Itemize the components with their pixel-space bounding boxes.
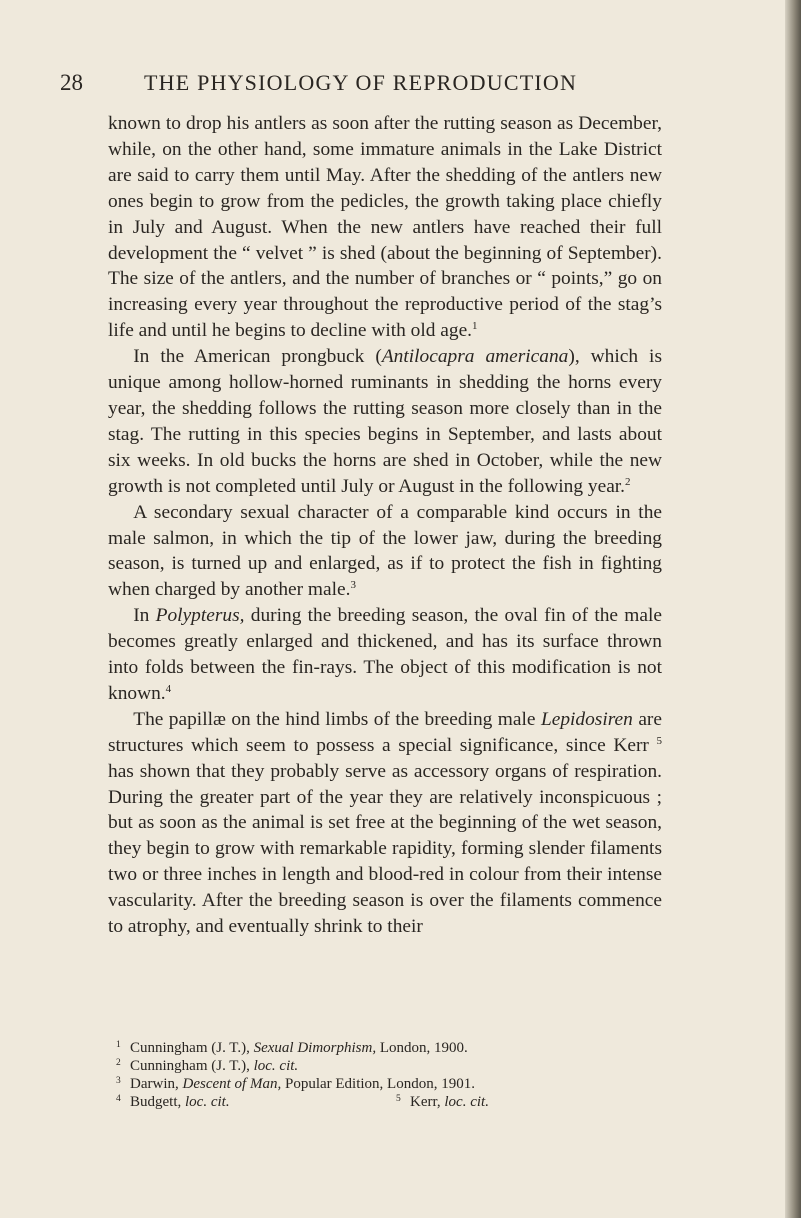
footnote-row-4-5 bbox=[116, 1093, 662, 1111]
footnote-4: 4 Budgett, loc. cit. bbox=[116, 1094, 230, 1110]
paragraph-antlers: known to drop his antlers as soon after the rutting season as December, while, on the other hand, some immature animals in the Lake District are said to carry them until May. After the shedding of the antlers new ones begin to grow from the pedicles, the growth taking place chiefly in July and August. When the new antlers have reached their full development the “ velvet ” is shed (about the beginning of September). The size of the antlers, and the number of branches or “ points,” go on increasing every year throughout the reproductive period of the stag’s life and until he begins to decline with old age.$^1$ bbox=[108, 113, 662, 342]
page-number: 28 bbox=[60, 70, 83, 95]
paragraph-salmon: A secondary sexual character of a comparable kind occurs in the male salmon, in which the tip of the lower jaw, during the breeding season, is turned up and enlarged, as if to protect the fish in fighting when charged by another male.$^3$ bbox=[108, 501, 662, 601]
footnote-ref-5: 5 bbox=[656, 734, 662, 747]
footnote-ref-1: 1 bbox=[472, 320, 478, 333]
footnote-ref-4: 4 bbox=[165, 682, 172, 695]
page-edge-shadow bbox=[785, 0, 801, 1218]
footnote-3: 3 Darwin, Descent of Man, Popular Edition, London, 1901. bbox=[116, 1076, 475, 1092]
body-text bbox=[108, 111, 662, 940]
footnote-5: 5 Kerr, loc. cit. bbox=[396, 1094, 489, 1110]
footnotes bbox=[116, 1039, 662, 1111]
footnote-1: 1 Cunningham (J. T.), Sexual Dimorphism, London, 1900. bbox=[116, 1040, 468, 1056]
paragraph-prongbuck: In the American prongbuck (Antilocapra americana), which is unique among hollow-horned ruminants in shedding the horns every year, the shedding follows the rutting season more closely than in the stag. The rutting in this species begins in September, and lasts about six weeks. In old bucks the horns are shed in October, while the new growth is not completed until July or August in the following year.$^2$ bbox=[108, 346, 662, 497]
footnote-ref-2: 2 bbox=[625, 475, 631, 488]
footnote-ref-3: 3 bbox=[350, 579, 356, 592]
footnote-2: 2 Cunningham (J. T.), loc. cit. bbox=[116, 1058, 299, 1074]
page-header bbox=[60, 68, 740, 102]
paragraph-lepidosiren: The papillæ on the hind limbs of the breeding male Lepidosiren are structures which seem to possess a special significance, since Kerr $^5$ has shown that they probably serve as accessory organs of respiration. During the greater part of the year they are relatively inconspicuous ; but as soon as the animal is set free at the beginning of the wet season, they begin to grow with remarkable rapidity, forming slender filaments two or three inches in length and blood-red in colour from their intense vascularity. After the breeding season is over the filaments commence to atrophy, and eventually shrink to their bbox=[108, 708, 662, 938]
running-head: THE PHYSIOLOGY OF REPRODUCTION bbox=[144, 70, 578, 95]
paragraph-polypterus: In Polypterus, during the breeding season, the oval fin of the male becomes greatly enlarged and thickened, and has its surface thrown into folds between the fin-rays. The object of this modification is not known.$^4$ bbox=[108, 605, 662, 704]
